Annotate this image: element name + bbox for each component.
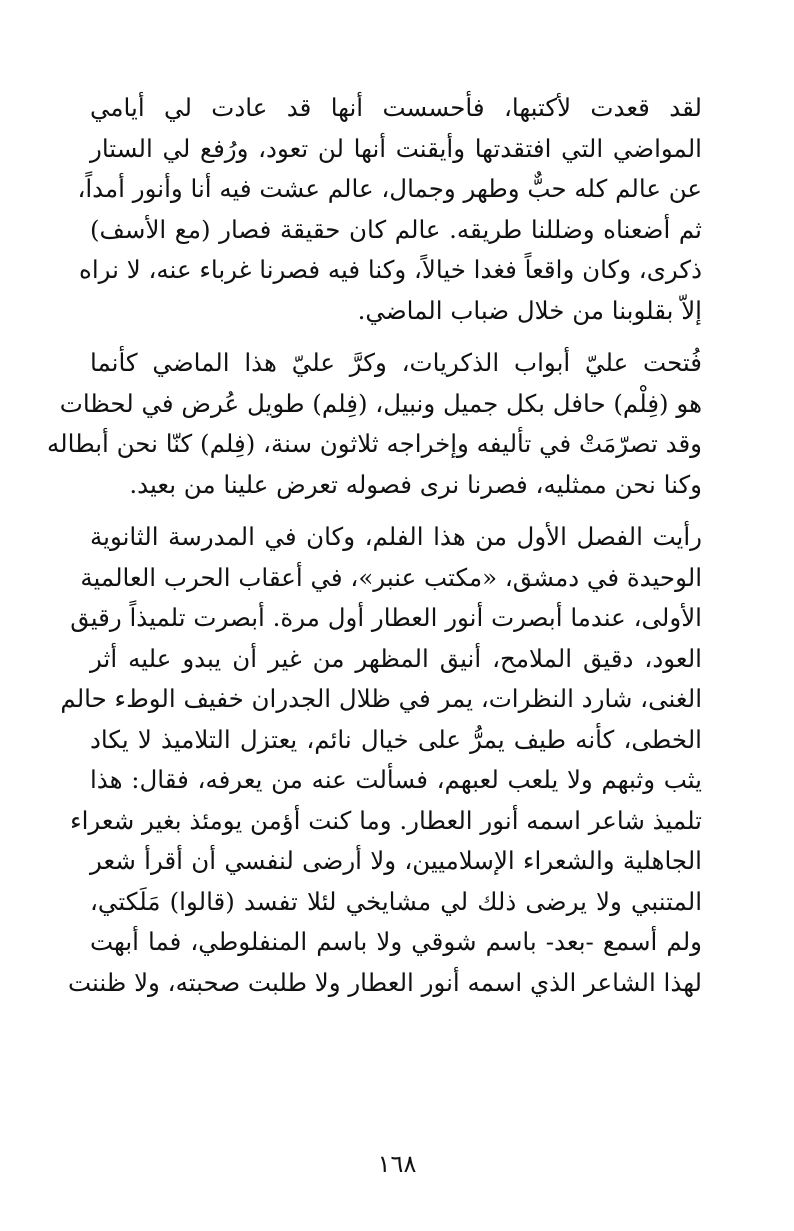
text-line: وقد تصرّمَتْ في تأليفه وإخراجه ثلاثون سنة، (فِلم) كنّا نحن أبطاله: [47, 429, 702, 458]
text-line: الأولى، عندما أبصرت أنور العطار أول مرة. أبصرت تلميذاً رقيق: [70, 603, 702, 632]
text-line: هو (فِلْم) حافل بكل جميل ونبيل، (فِلم) طويل عُرض في لحظات: [59, 388, 702, 418]
page-body: [47, 88, 702, 1003]
text-line: ولم أسمع -بعد- باسم شوقي ولا باسم المنفلوطي، فما أبهت: [90, 927, 702, 956]
text-line: لهذا الشاعر الذي اسمه أنور العطار ولا طلبت صحبته، ولا ظننت: [67, 967, 702, 997]
text-line: ثم أضعناه وضللنا طريقه. عالم كان حقيقة فصار (مع الأسف): [90, 214, 702, 244]
text-line: لقد قعدت لأكتبها، فأحسست أنها قد عادت لي أيامي: [90, 93, 702, 122]
text-line: وكنا نحن ممثليه، فصرنا نرى فصوله تعرض علينا من بعيد.: [129, 469, 702, 499]
text-line: العود، دقيق الملامح، أنيق المظهر من غير أن يبدو عليه أثر: [90, 643, 702, 673]
text-line: المتنبي ولا يرضى ذلك لي مشايخي لئلا تفسد (قالوا) مَلَكتي،: [90, 886, 702, 916]
page-number: ١٦٨: [377, 1150, 417, 1178]
paragraph-2: [47, 343, 702, 505]
text-line: رأيت الفصل الأول من هذا الفلم، وكان في المدرسة الثانوية: [90, 522, 702, 551]
text-line: تلميذ شاعر اسمه أنور العطار. وما كنت أؤمن يومئذ بغير شعراء: [70, 805, 702, 835]
text-line: يثب وثبهم ولا يلعب لعبهم، فسألت عنه من يعرفه، فقال: هذا: [90, 765, 702, 794]
text-line: الغنى، شارد النظرات، يمر في ظلال الجدران خفيف الوطء حالم: [60, 684, 702, 713]
text-line: ذكرى، وكان واقعاً فغدا خيالاً، وكنا فيه فصرنا غرباء عنه، لا نراه: [78, 255, 702, 284]
paragraph-1: [77, 88, 702, 331]
text-line: عن عالم كله حبٌّ وطهر وجمال، عالم عشت فيه أنا وأنور أمداً،: [77, 174, 702, 203]
text-line: الوحيدة في دمشق، «مكتب عنبر»، في أعقاب الحرب العالمية: [80, 562, 702, 592]
text-line: فُتحت عليّ أبواب الذكريات، وكرَّ عليّ هذا الماضي كأنما: [90, 348, 702, 377]
text-line: الخطى، كأنه طيف يمرُّ على خيال نائم، يعتزل التلاميذ لا يكاد: [90, 724, 702, 754]
paragraph-3: [60, 517, 702, 1003]
text-line: المواضي التي افتقدتها وأيقنت أنها لن تعود، ورُفع لي الستار: [90, 133, 702, 163]
text-line: الجاهلية والشعراء الإسلاميين، ولا أرضى لنفسي أن أقرأ شعر: [90, 846, 702, 875]
text-line: إلاّ بقلوبنا من خلال ضباب الماضي.: [357, 295, 702, 325]
